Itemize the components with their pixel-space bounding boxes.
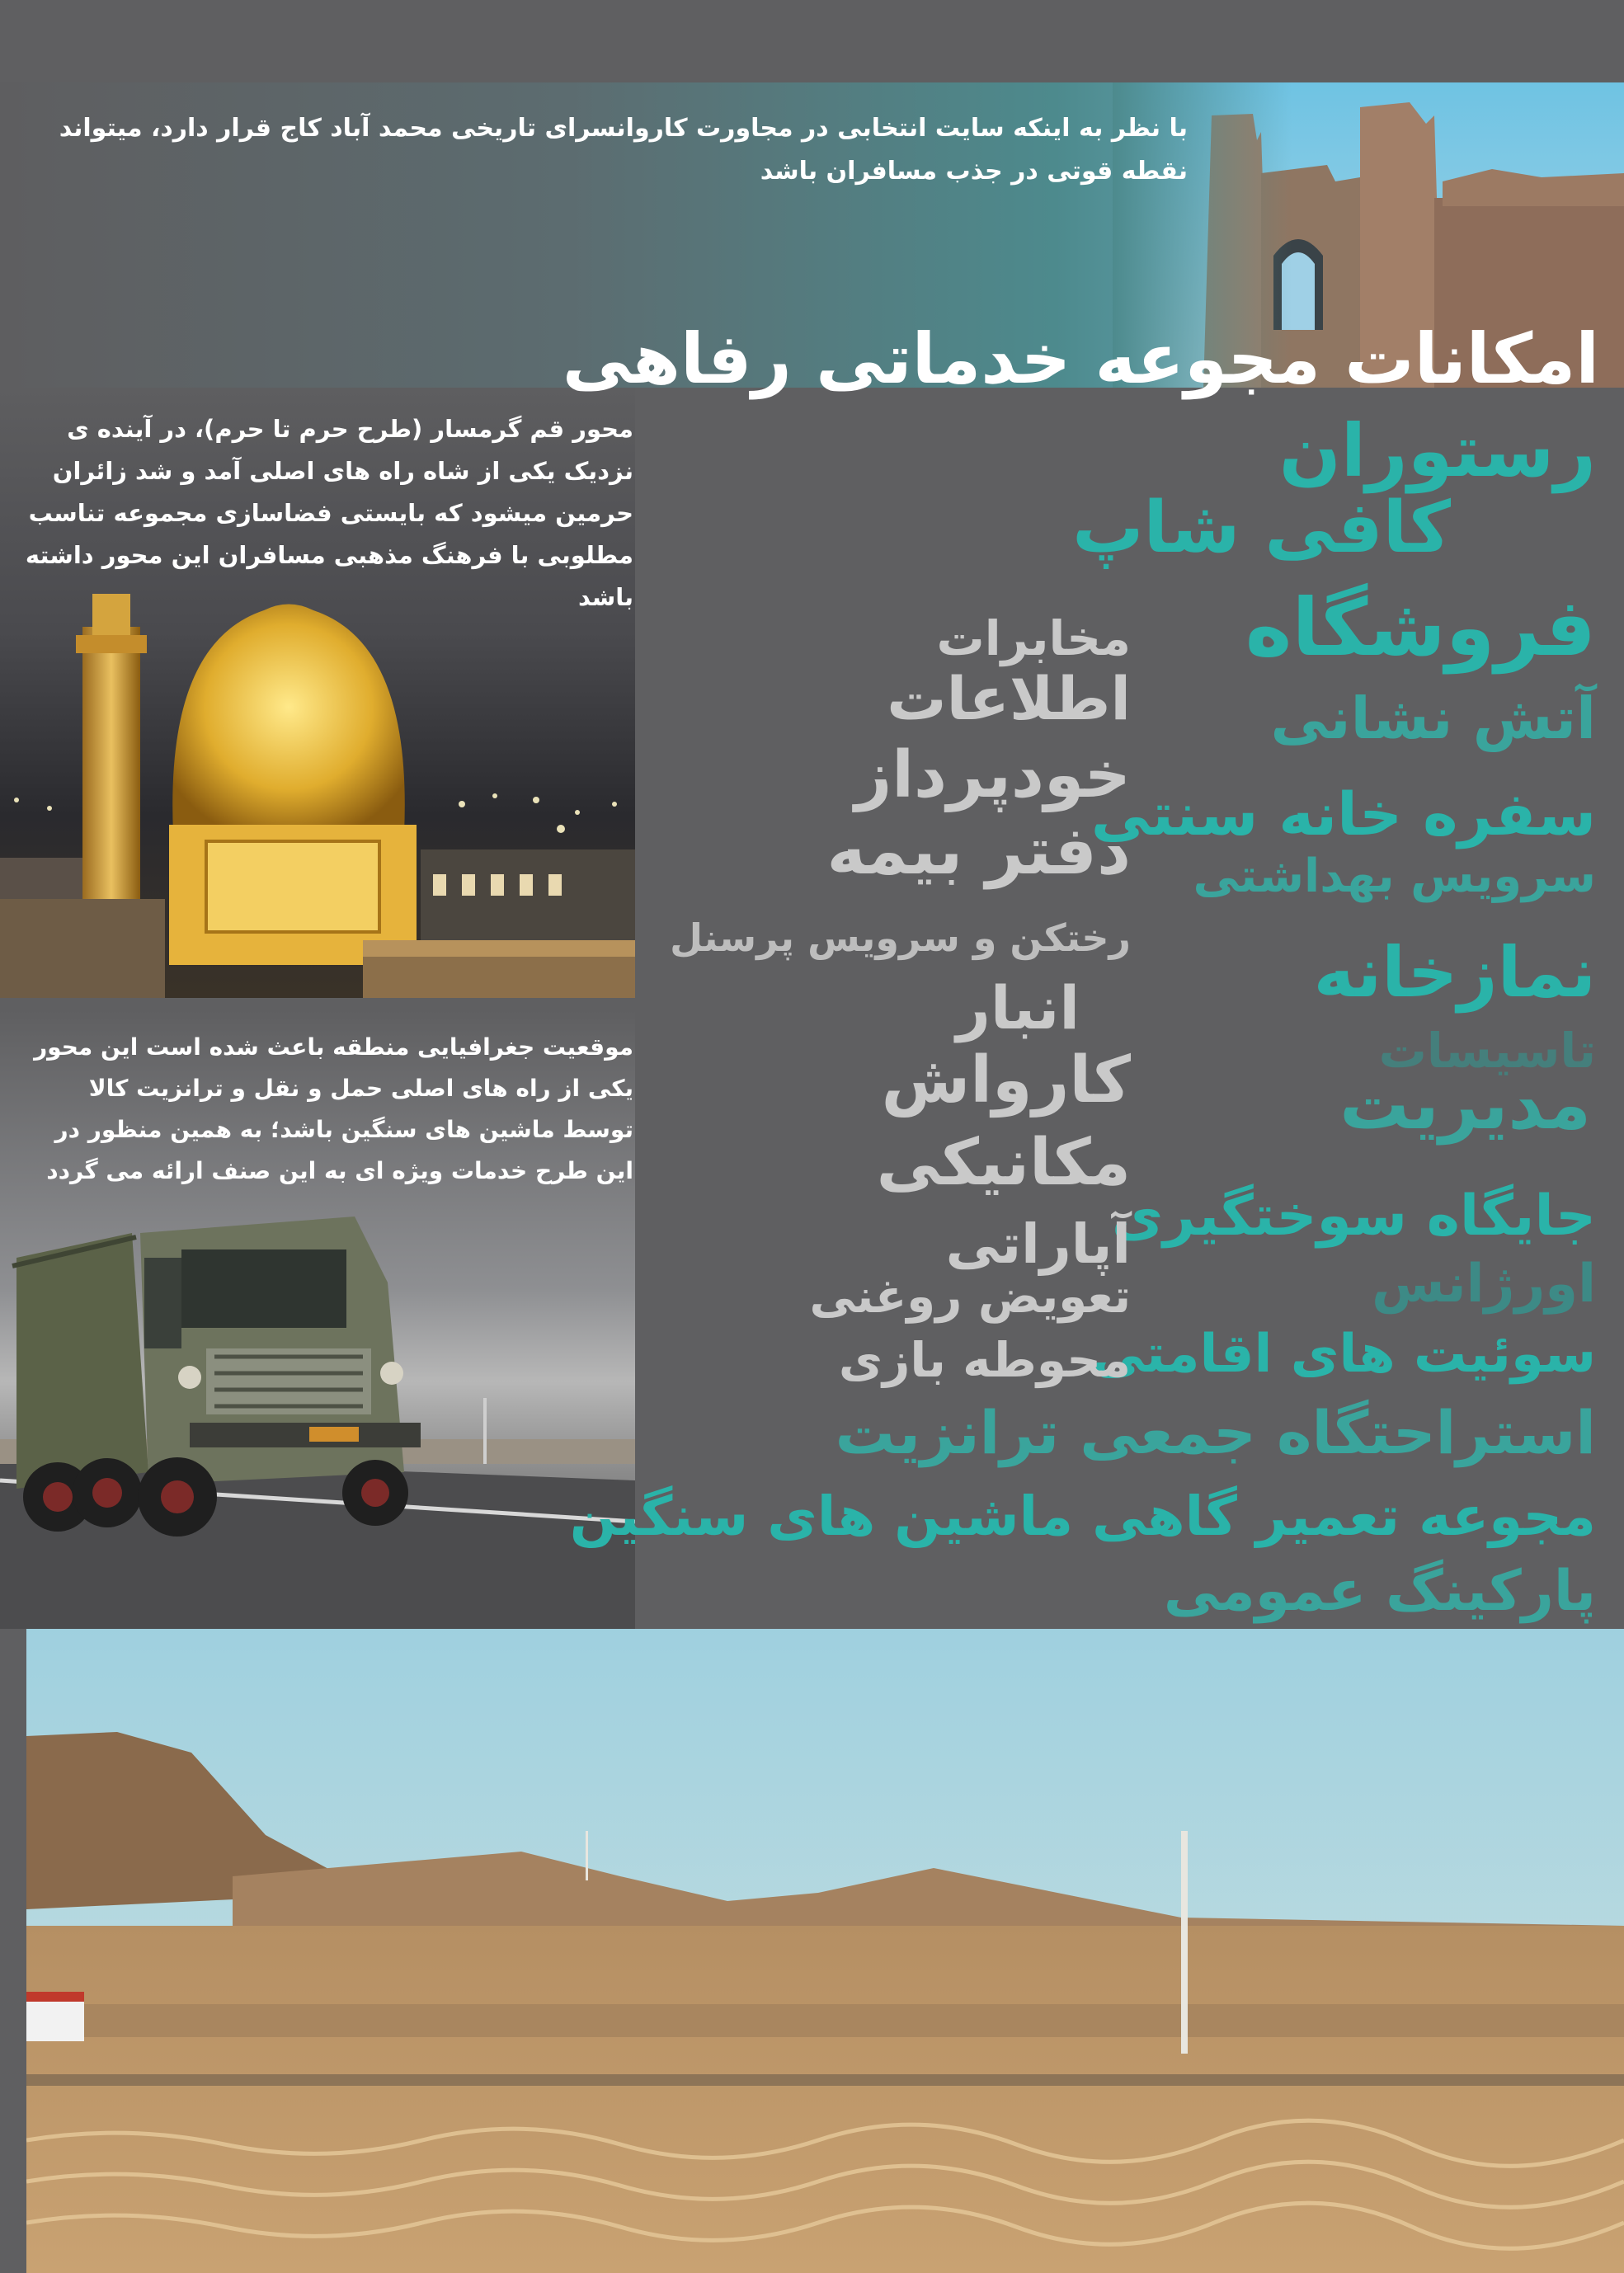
facility-telecom: مخابرات <box>936 610 1131 666</box>
facility-tire-repair: آپاراتی <box>945 1212 1131 1276</box>
facility-mechanic: مکانیکی <box>876 1126 1131 1200</box>
facility-prayer-room: نمازخانه <box>1313 932 1596 1013</box>
facility-oil-change: تعویض روغنی <box>809 1270 1131 1324</box>
page-title: امکانات مجوعه خدماتی رفاهی <box>562 318 1599 399</box>
facility-utilities: تاسیسات <box>1378 1023 1596 1079</box>
facility-store: فروشگاه <box>1245 581 1596 674</box>
shrine-caption: محور قم گرمسار (طرح حرم تا حرم)، در آینده ی نزدیک یکی از شاه راه های اصلی آمد و شد زائران حرمین میشود که بایستی فضاسازی مجموعه تناسب مطلوبی با فرهنگ مذهبی مسافران این محور داشته باشد <box>25 415 633 611</box>
facility-management: مدیریت <box>1339 1064 1591 1145</box>
facility-heavy-vehicle-repair: مجوعه تعمیر گاهی ماشین های سنگین <box>569 1485 1596 1548</box>
facility-carwash: کارواش <box>881 1043 1131 1118</box>
facility-information: اطلاعات <box>887 664 1131 733</box>
facility-restaurant: رستوران <box>1278 408 1596 493</box>
truck-caption: موقعیت جغرافیایی منطقه باعث شده است این محور یکی از راه های اصلی حمل و نقل و ترانزیت کالا توسط ماشین های سنگین باشد؛ به همین منظور در این طرح خدمات ویژه ای به این صنف ارائه می گردد <box>34 1033 633 1184</box>
facility-public-parking: پارکینگ عمومی <box>1163 1559 1596 1624</box>
facility-atm: خودپرداز <box>854 738 1131 812</box>
desert-site-photo <box>26 1629 1624 2273</box>
facility-staff-locker: رختکن و سرویس پرسنل <box>670 915 1131 960</box>
facility-fuel-station: جایگاه سوختگیری <box>1111 1184 1596 1249</box>
facility-coffee-shop: کافی شاپ <box>1072 487 1451 569</box>
facility-transit-rest-area: استراحتگاه جمعی ترانزیت <box>835 1398 1596 1467</box>
facility-warehouse: انبار <box>956 973 1080 1042</box>
facility-insurance-office: دفتر بیمه <box>826 812 1131 889</box>
facility-fire-station: آتش نشانی <box>1270 685 1596 752</box>
facility-emergency: اورژانس <box>1372 1254 1596 1315</box>
facility-suites: سوئیت های اقامتی <box>1092 1324 1596 1385</box>
facility-playground: محوطه بازی <box>838 1332 1131 1388</box>
facility-restroom: سرویس بهداشتی <box>1193 849 1596 903</box>
banner-caption: با نظر به اینکه سایت انتخابی در مجاورت کاروانسرای تاریخی محمد آباد کاج قرار دارد، میتواند نقطه قوتی در جذب مسافران باشد <box>59 114 1188 186</box>
facility-traditional-teahouse: سفره خانه سنتی <box>1090 779 1596 849</box>
